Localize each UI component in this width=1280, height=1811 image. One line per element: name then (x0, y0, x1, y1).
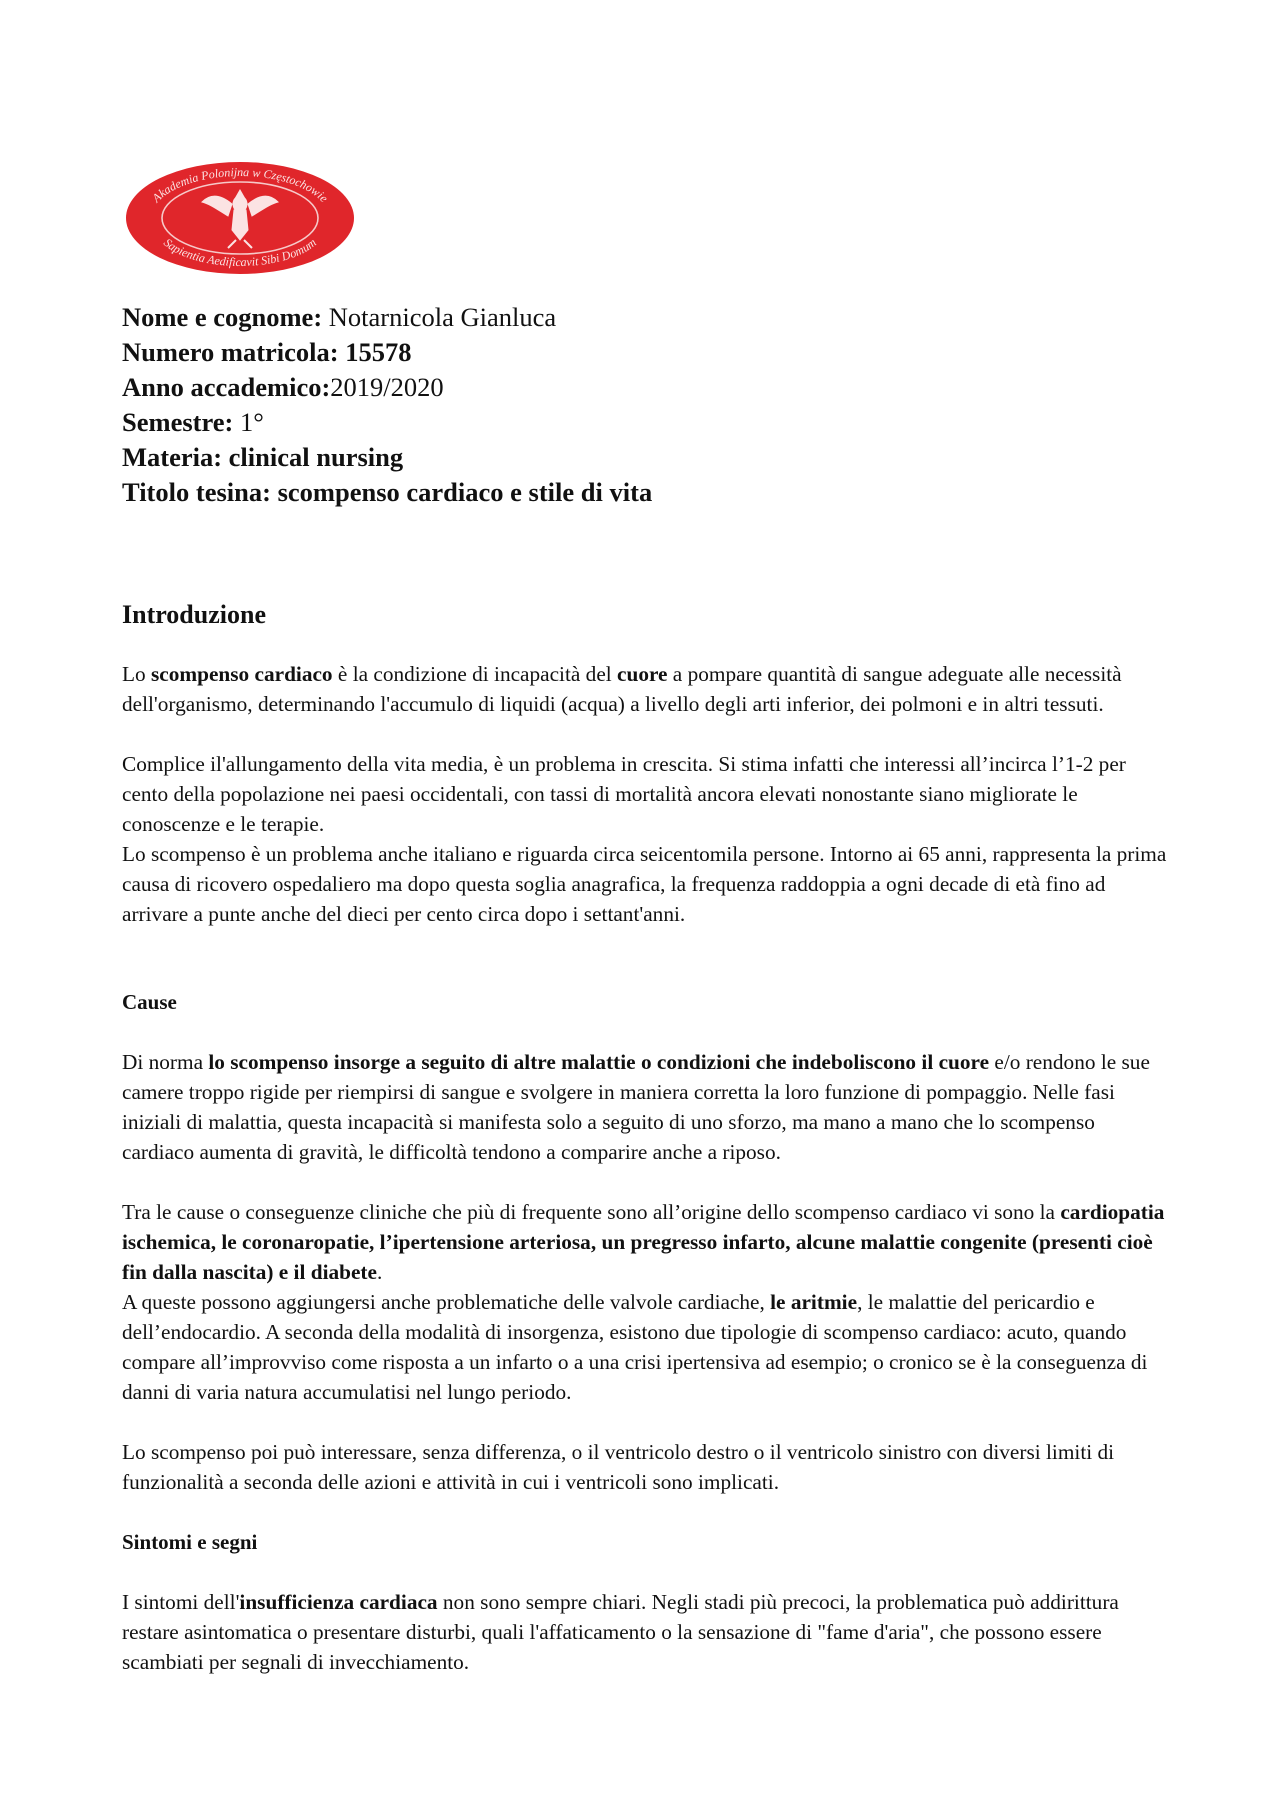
cause-p3-text-c: , le malattie del pericardio e dell’endocardio. A seconda della modalità di insorgenza, esistono due tipologie di scompenso cardiaco: acuto, quando compare all’improvviso come risposta a un infarto o a una crisi ipertensiva ad esempio; o cronico se è la conseguenza di danni di varia natura accumulatisi nel lungo periodo. (122, 1290, 1148, 1404)
cause-p1-text-a: Di norma (122, 1050, 209, 1074)
sintomi-p1-bold: insufficienza cardiaca (239, 1590, 438, 1614)
titolo-text: Titolo tesina: scompenso cardiaco e stile di vita (122, 477, 653, 507)
intro-p1-text-a: Lo (122, 662, 151, 686)
cause-paragraph-4: Lo scompenso poi può interessare, senza differenza, o il ventricolo destro o il ventricolo sinistro con diversi limiti di funzionalità a seconda delle azioni e attività in cui i ventricoli sono implicati. (122, 1440, 1115, 1494)
cause-p2-text-a: Tra le cause o conseguenze cliniche che più di frequente sono all’origine dello scompenso cardiaco vi sono la (122, 1200, 1061, 1224)
intro-paragraph-2: Complice il'allungamento della vita media, è un problema in crescita. Si stima infatti che interessi all’incirca l’1-2 per cento della popolazione nei paesi occidentali, con tassi di mortalità ancora elevati nonostante siano migliorate le conoscenze e le terapie. (122, 752, 1126, 836)
name-value: Notarnicola Gianluca (322, 302, 557, 332)
intro-p1-text-e: a pompare quantità di sangue adeguate alle necessità dell'organismo, determinando l'accumulo di liquidi (acqua) a livello degli arti inferior, dei polmoni e in altri tessuti. (122, 662, 1122, 716)
sintomi-p1-text-a: I sintomi dell' (122, 1590, 240, 1614)
name-label: Nome e cognome: (122, 302, 323, 332)
materia-line (122, 440, 1162, 475)
cause-p2-bold: cardiopatia ischemica, le coronaropatie, l’ipertensione arteriosa, un pregresso infarto, alcune malattie congenite (presenti cioè fin dalla nascita) e il diabete (122, 1200, 1165, 1284)
semestre-value: 1° (233, 407, 264, 437)
sintomi-p1-text-c: non sono sempre chiari. Negli stadi più precoci, la problematica può addirittura restare asintomatica o presentare disturbi, quali l'affaticamento o la sensazione di "fame d'aria", che possono essere scambiati per segnali di invecchiamento. (122, 1590, 1119, 1674)
cause-p3-text-a: A queste possono aggiungersi anche problematiche delle valvole cardiache, (122, 1290, 771, 1314)
matricola-line (122, 335, 1162, 370)
cause-paragraph-3 (122, 1287, 1172, 1407)
intro-heading: Introduzione (122, 600, 266, 629)
intro-paragraph-3: Lo scompenso è un problema anche italiano e riguarda circa seicentomila persone. Intorno ai 65 anni, rappresenta la prima causa di ricovero ospedaliero ma dopo questa soglia anagrafica, la frequenza raddoppia a ogni decade di età fino ad arrivare a punte anche del dieci per cento circa dopo i settant'anni. (122, 842, 1167, 926)
intro-p1-bold-cuore: cuore (617, 662, 668, 686)
intro-paragraph-1 (122, 659, 1172, 719)
cause-p3-bold-aritmie: le aritmie (770, 1290, 858, 1314)
seal-text-top: Akademia Polonijna w Częstochowie (149, 164, 331, 206)
anno-label: Anno accademico: (122, 372, 331, 402)
cause-paragraph-2 (122, 1197, 1172, 1287)
intro-p1-text-c: è la condizione di incapacità del (332, 662, 618, 686)
student-header (122, 300, 1162, 510)
anno-value: 2019/2020 (330, 372, 444, 402)
cause-p2-text-c: . (376, 1260, 383, 1284)
cause-p1-bold: lo scompenso insorge a seguito di altre malattie o condizioni che indeboliscono il cuore (208, 1050, 990, 1074)
sintomi-heading: Sintomi e segni (122, 1530, 258, 1554)
matricola-text: Numero matricola: 15578 (122, 337, 412, 367)
university-seal-logo (124, 160, 356, 276)
titolo-line (122, 475, 1162, 510)
name-line (122, 300, 1162, 335)
semestre-label: Semestre: (122, 407, 234, 437)
cause-heading: Cause (122, 990, 177, 1014)
materia-text: Materia: clinical nursing (122, 442, 404, 472)
cause-p1-text-c: e/o rendono le sue camere troppo rigide per riempirsi di sangue e svolgere in maniera corretta la loro funzione di pompaggio. Nelle fasi iniziali di malattia, questa incapacità si manifesta solo a seguito di uno sforzo, ma mano a mano che lo scompenso cardiaco aumenta di gravità, le difficoltà tendono a comparire anche a riposo. (122, 1050, 1150, 1164)
semestre-line (122, 405, 1162, 440)
cause-paragraph-1 (122, 1047, 1172, 1167)
intro-p1-bold-scompenso: scompenso cardiaco (150, 662, 333, 686)
anno-line (122, 370, 1162, 405)
sintomi-paragraph-1 (122, 1587, 1172, 1677)
seal-graphic (124, 160, 356, 276)
seal-text-bottom: Sapientia Aedificavit Sibi Domum (161, 235, 319, 270)
